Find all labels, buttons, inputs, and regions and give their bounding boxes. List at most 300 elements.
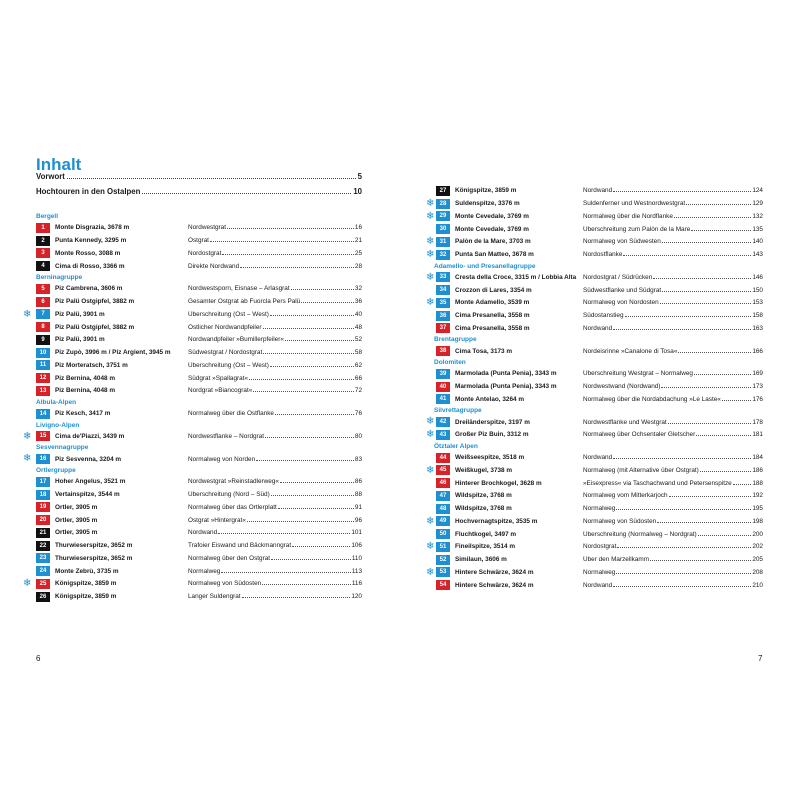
route-with-page xyxy=(583,370,763,377)
tour-number-badge: 20 xyxy=(36,515,50,525)
toc-entry[interactable] xyxy=(427,310,763,322)
route-description: Normalweg über den Ostgrat xyxy=(188,554,271,562)
route-description: Südwestflanke und Südgrat xyxy=(583,286,662,294)
route-description: Normalweg über die Nordabdachung »Le Laste« xyxy=(583,395,721,403)
toc-entry[interactable] xyxy=(36,347,362,359)
dot-leader xyxy=(698,534,752,536)
main-entry-page: 10 xyxy=(353,187,362,196)
tour-summit: Piz Bernina, 4048 m xyxy=(55,387,116,395)
dot-leader xyxy=(625,315,752,317)
tour-summit: Monte Antelao, 3264 m xyxy=(455,395,525,403)
dot-leader xyxy=(67,177,356,179)
tour-number-badge: 44 xyxy=(436,453,450,463)
route-with-page xyxy=(188,410,362,417)
dot-leader xyxy=(691,229,751,231)
tour-number-badge: 19 xyxy=(36,502,50,512)
snowflake-icon: ❄ xyxy=(23,430,32,442)
route-description: Ostgrat xyxy=(188,237,209,244)
route-with-page xyxy=(583,492,763,499)
toc-entry[interactable] xyxy=(427,490,763,502)
page-number: 21 xyxy=(354,237,362,244)
toc-entry[interactable] xyxy=(427,211,763,223)
page-number: 58 xyxy=(354,349,362,356)
dot-leader xyxy=(210,240,354,242)
route-with-page xyxy=(583,274,763,281)
snowflake-icon: ❄ xyxy=(426,210,435,222)
route-description: Nordwestgrat »Reinstadlerweg« xyxy=(188,478,279,486)
tour-summit: Wildspitze, 3768 m xyxy=(455,492,512,500)
page-number: 176 xyxy=(752,395,763,403)
toc-entry[interactable] xyxy=(36,408,362,420)
toc-entry[interactable] xyxy=(427,554,763,566)
snowflake-icon: ❄ xyxy=(426,429,435,440)
route-with-page xyxy=(188,580,362,587)
tour-summit: Cima de'Piazzi, 3439 m xyxy=(55,432,125,440)
route-description: Gesamter Ostgrat ab Fuorcla Pers Palü xyxy=(188,298,301,305)
route-with-page xyxy=(188,542,362,549)
dot-leader xyxy=(733,483,752,485)
page-number: 173 xyxy=(752,383,763,390)
route-with-page xyxy=(188,349,362,356)
tour-number-badge: 39 xyxy=(436,369,450,379)
route-description: Normalweg über die Nordflanke xyxy=(583,212,673,220)
tour-summit: Großer Piz Buin, 3312 m xyxy=(455,431,529,439)
page-number: 76 xyxy=(354,410,362,417)
dot-leader xyxy=(218,532,350,534)
toc-entry[interactable] xyxy=(427,452,763,464)
dot-leader xyxy=(142,192,351,194)
snowflake-icon: ❄ xyxy=(426,248,435,260)
route-with-page xyxy=(188,504,362,511)
tour-summit: Hoher Angelus, 3521 m xyxy=(55,478,126,486)
route-with-page xyxy=(188,491,362,498)
toc-entry[interactable] xyxy=(36,514,362,526)
toc-entry[interactable] xyxy=(427,368,763,380)
route-with-page xyxy=(583,431,763,438)
dot-leader xyxy=(222,253,354,255)
tour-summit: Fineilspitze, 3514 m xyxy=(455,543,516,551)
group-heading: Albula-Alpen xyxy=(36,398,77,406)
dot-leader xyxy=(696,434,751,436)
route-with-page xyxy=(188,593,362,600)
route-description: Nordwand xyxy=(583,454,613,461)
snowflake-icon: ❄ xyxy=(23,308,32,320)
page-number: 120 xyxy=(351,593,362,600)
tour-number-badge: 1 xyxy=(36,223,50,233)
toc-entry[interactable] xyxy=(36,489,362,501)
route-with-page xyxy=(188,387,362,394)
tour-number-badge: 41 xyxy=(436,394,450,404)
snowflake-icon: ❄ xyxy=(426,197,435,209)
tour-number-badge: 9 xyxy=(36,335,50,345)
route-with-page xyxy=(188,285,362,292)
tour-number-badge: 51 xyxy=(436,542,450,552)
tour-summit: Piz Morteratsch, 3751 m xyxy=(55,361,128,369)
page-number: 135 xyxy=(752,225,763,233)
route-description: Nordwand xyxy=(583,581,613,589)
page-number: 96 xyxy=(354,516,362,524)
toc-entry[interactable] xyxy=(427,541,763,553)
toc-entry[interactable] xyxy=(36,502,362,514)
tour-number-badge: 17 xyxy=(36,477,50,487)
route-with-page xyxy=(583,325,763,332)
route-with-page xyxy=(188,336,362,343)
route-with-page xyxy=(188,517,362,524)
dot-leader xyxy=(301,301,354,303)
toc-entry[interactable] xyxy=(427,249,763,261)
tour-summit: Ortler, 3905 m xyxy=(55,503,98,511)
dot-leader xyxy=(674,216,751,218)
toc-entry[interactable] xyxy=(427,272,763,284)
toc-entry[interactable] xyxy=(36,260,362,272)
page-number: 150 xyxy=(752,286,763,294)
toc-entry[interactable] xyxy=(36,222,362,234)
page-number-folio: 6 xyxy=(36,654,41,663)
tour-summit: Piz Cambrena, 3606 m xyxy=(55,285,123,293)
group-heading: Silvrettagruppe xyxy=(434,407,482,415)
snowflake-icon: ❄ xyxy=(426,566,435,578)
route-description: Nordwestwand (Nordwand) xyxy=(583,383,661,390)
tour-summit: Piz Palü, 3901 m xyxy=(55,336,105,344)
page-number: 83 xyxy=(354,455,362,463)
route-with-page xyxy=(188,237,362,244)
toc-entry[interactable] xyxy=(427,198,763,210)
page-number: 36 xyxy=(354,298,362,305)
route-description: Überschreitung (Ost – West) xyxy=(188,361,269,369)
toc-entry[interactable] xyxy=(427,528,763,540)
tour-number-badge: 16 xyxy=(36,454,50,464)
toc-entry[interactable] xyxy=(427,236,763,248)
main-entry-title: Hochtouren in den Ostalpen xyxy=(36,187,141,196)
route-description: Nordwandpfeiler »Bumillerpfeiler« xyxy=(188,336,284,344)
route-description: Suldenferner und Westnordwestgrat xyxy=(583,200,686,207)
route-with-page xyxy=(583,251,763,258)
page-number: 88 xyxy=(354,491,362,498)
route-description: Nordwestflanke – Nordgrat xyxy=(188,432,265,440)
toc-entry[interactable] xyxy=(427,323,763,335)
page-number: 202 xyxy=(752,543,763,551)
page-number: 163 xyxy=(752,324,763,332)
tour-summit: Königspitze, 3859 m xyxy=(55,580,117,588)
page-number: 186 xyxy=(752,466,763,474)
route-with-page xyxy=(188,568,362,575)
tour-summit: Similaun, 3606 m xyxy=(455,556,507,563)
page-number-folio: 7 xyxy=(758,654,763,663)
toc-entry[interactable] xyxy=(427,223,763,235)
tour-number-badge: 5 xyxy=(36,284,50,294)
page-number: 40 xyxy=(354,310,362,318)
tour-number-badge: 46 xyxy=(436,478,450,488)
route-description: »Eisexpress« via Taschachwand und Petersenspitze xyxy=(583,479,732,487)
dot-leader xyxy=(653,277,751,279)
group-heading: Brentagruppe xyxy=(434,336,477,344)
main-toc-entry[interactable] xyxy=(36,183,362,196)
page-number: 16 xyxy=(354,224,362,232)
tour-number-badge: 33 xyxy=(436,272,450,282)
toc-entry[interactable] xyxy=(427,297,763,309)
route-description: Überschreitung (Normalweg – Nordgrat) xyxy=(583,530,697,538)
page-number: 140 xyxy=(752,238,763,246)
toc-entry[interactable] xyxy=(427,465,763,477)
dot-leader xyxy=(616,572,751,574)
toc-entry[interactable] xyxy=(36,540,362,552)
route-with-page xyxy=(583,531,763,538)
toc-entry[interactable] xyxy=(36,296,362,308)
toc-entry[interactable] xyxy=(427,477,763,489)
tour-number-badge: 49 xyxy=(436,516,450,526)
toc-entry[interactable] xyxy=(23,430,362,443)
route-with-page xyxy=(188,555,362,562)
route-with-page xyxy=(188,224,362,231)
route-description: Normalweg über die Ostflanke xyxy=(188,410,274,417)
route-description: Direkte Nordwand xyxy=(188,262,240,270)
tour-summit: Monte Zebrù, 3735 m xyxy=(55,567,119,575)
toc-entry[interactable] xyxy=(427,516,763,528)
tour-number-badge: 28 xyxy=(436,199,450,209)
toc-entry[interactable] xyxy=(36,360,362,372)
route-with-page xyxy=(583,505,763,512)
route-description: Normalweg xyxy=(583,568,616,576)
route-with-page xyxy=(583,569,763,576)
tour-number-badge: 25 xyxy=(36,579,50,589)
toc-entry[interactable] xyxy=(427,579,763,591)
tour-summit: Thurwieserspitze, 3652 m xyxy=(55,542,133,549)
route-description: Nordgrat »Biancograt« xyxy=(188,387,253,395)
route-description: Überschreitung (Ost – West) xyxy=(188,310,269,318)
page-number: 169 xyxy=(752,370,763,378)
tour-summit: Ortler, 3905 m xyxy=(55,516,98,524)
tour-summit: Monte Rosso, 3088 m xyxy=(55,249,121,257)
page-number: 91 xyxy=(354,503,362,511)
tour-number-badge: 27 xyxy=(436,186,450,196)
route-description: Ostgrat »Hintergrat« xyxy=(188,516,246,524)
toc-entry[interactable] xyxy=(23,308,362,321)
tour-number-badge: 7 xyxy=(36,309,50,319)
snowflake-icon: ❄ xyxy=(23,453,32,465)
tour-summit: Piz Sesvenna, 3204 m xyxy=(55,455,122,463)
toc-entry[interactable] xyxy=(36,334,362,346)
right-page xyxy=(400,0,800,800)
route-description: Überschreitung (Nord – Süd) xyxy=(188,491,270,498)
tour-summit: Monte Disgrazia, 3678 m xyxy=(55,224,130,232)
page-number: 106 xyxy=(351,542,362,549)
toc-entry[interactable] xyxy=(36,321,362,333)
route-with-page xyxy=(583,200,763,207)
route-with-page xyxy=(188,298,362,305)
tour-number-badge: 10 xyxy=(36,348,50,358)
route-with-page xyxy=(583,312,763,319)
tour-summit: Wildspitze, 3768 m xyxy=(455,505,512,512)
toc-entry[interactable] xyxy=(36,527,362,539)
page-number: 66 xyxy=(354,374,362,382)
tour-summit: Piz Kesch, 3417 m xyxy=(55,410,111,417)
tour-summit: Hintere Schwärze, 3624 m xyxy=(455,581,534,589)
page-number: 153 xyxy=(752,299,763,307)
page-number: 48 xyxy=(354,323,362,331)
tour-number-badge: 40 xyxy=(436,382,450,392)
dot-leader xyxy=(253,390,354,392)
route-with-page xyxy=(583,396,763,403)
page-number: 184 xyxy=(752,454,763,461)
page-number: 181 xyxy=(752,431,763,439)
route-description: Überschreitung zum Palòn de la Mare xyxy=(583,225,691,233)
toc-entry[interactable] xyxy=(36,565,362,577)
route-with-page xyxy=(583,348,763,355)
route-description: Normalweg xyxy=(583,505,616,512)
tour-summit: Ortler, 3905 m xyxy=(55,529,98,537)
dot-leader xyxy=(271,558,351,560)
page-number: 146 xyxy=(752,273,763,281)
page-number: 124 xyxy=(752,187,763,195)
route-description: Nordwestgrat xyxy=(188,224,227,232)
tour-number-badge: 31 xyxy=(436,237,450,247)
group-heading: Livigno-Alpen xyxy=(36,421,80,429)
tour-summit: Marmolada (Punta Penia), 3343 m xyxy=(455,383,557,390)
tour-summit: Königspitze, 3859 m xyxy=(55,593,117,600)
page-number: 80 xyxy=(354,432,362,440)
dot-leader xyxy=(678,351,751,353)
group-heading: Bergell xyxy=(36,213,59,220)
route-with-page xyxy=(188,324,362,331)
dot-leader xyxy=(271,494,354,496)
dot-leader xyxy=(623,254,751,256)
tour-summit: Cresta della Croce, 3315 m / Lobbia Alta xyxy=(455,273,577,281)
page-number: 32 xyxy=(354,285,362,293)
toc-entry[interactable] xyxy=(427,284,763,296)
tour-number-badge: 6 xyxy=(36,297,50,307)
toc-entry[interactable] xyxy=(427,381,763,393)
dot-leader xyxy=(613,328,751,330)
tour-number-badge: 18 xyxy=(36,490,50,500)
tour-summit: Weißkugel, 3738 m xyxy=(455,466,513,474)
tour-summit: Hinterer Brochkogel, 3628 m xyxy=(455,479,542,487)
tour-number-badge: 12 xyxy=(36,373,50,383)
tour-number-badge: 47 xyxy=(436,491,450,501)
dot-leader xyxy=(613,585,751,587)
route-description: Nordostgrat / Südrücken xyxy=(583,273,653,281)
tour-number-badge: 32 xyxy=(436,250,450,260)
dot-leader xyxy=(291,288,354,290)
tour-number-badge: 15 xyxy=(36,431,50,441)
toc-entry[interactable] xyxy=(36,283,362,295)
tour-number-badge: 14 xyxy=(36,409,50,419)
toc-entry[interactable] xyxy=(36,553,362,565)
page-number: 52 xyxy=(354,336,362,344)
toc-entry[interactable] xyxy=(427,503,763,515)
tour-number-badge: 11 xyxy=(36,360,50,370)
tour-number-badge: 53 xyxy=(436,567,450,577)
tour-summit: Piz Zupò, 3996 m / Piz Argient, 3945 m xyxy=(55,349,171,356)
dot-leader xyxy=(686,203,751,205)
dot-leader xyxy=(265,436,354,438)
tour-number-badge: 3 xyxy=(36,248,50,258)
page-number: 195 xyxy=(752,505,763,512)
route-description: Südostanstieg xyxy=(583,312,624,319)
route-with-page xyxy=(188,478,362,485)
dot-leader xyxy=(278,507,354,509)
route-description: Normalweg von Nordosten xyxy=(583,299,659,307)
tour-summit: Piz Palü Ostgipfel, 3882 m xyxy=(55,298,135,305)
tour-summit: Crozzon di Lares, 3354 m xyxy=(455,286,532,294)
contents-title: Inhalt xyxy=(36,155,82,174)
tour-number-badge: 35 xyxy=(436,298,450,308)
dot-leader xyxy=(613,457,751,459)
dot-leader xyxy=(263,352,354,354)
group-heading: Berninagruppe xyxy=(36,274,83,281)
route-with-page xyxy=(188,433,362,440)
toc-entry[interactable] xyxy=(36,248,362,260)
tour-summit: Vertainspitze, 3544 m xyxy=(55,491,120,498)
page-number: 210 xyxy=(752,581,763,589)
page-number: 101 xyxy=(351,529,362,537)
toc-entry[interactable] xyxy=(427,185,763,197)
tour-summit: Weißseespitze, 3518 m xyxy=(455,454,525,461)
tour-summit: Piz Bernina, 4048 m xyxy=(55,374,116,382)
route-with-page xyxy=(583,187,763,194)
route-description: Nordostgrat xyxy=(188,249,222,257)
dot-leader xyxy=(249,378,354,380)
toc-entry[interactable] xyxy=(23,453,362,465)
toc-entry[interactable] xyxy=(36,372,362,384)
route-with-page xyxy=(583,582,763,589)
toc-entry[interactable] xyxy=(427,567,763,579)
tour-number-badge: 24 xyxy=(36,566,50,576)
route-description: Nordwand xyxy=(188,529,218,537)
tour-number-badge: 43 xyxy=(436,430,450,440)
tour-number-badge: 37 xyxy=(436,323,450,333)
tour-summit: Suldenspitze, 3376 m xyxy=(455,200,520,207)
toc-entry[interactable] xyxy=(427,345,763,357)
tour-number-badge: 8 xyxy=(36,322,50,332)
dot-leader xyxy=(657,521,751,523)
main-toc-entry[interactable] xyxy=(36,168,362,181)
toc-entry[interactable] xyxy=(36,385,362,397)
snowflake-icon: ❄ xyxy=(426,541,435,552)
route-with-page xyxy=(188,375,362,382)
page-number: 25 xyxy=(354,249,362,257)
dot-leader xyxy=(668,422,752,424)
toc-entry[interactable] xyxy=(23,578,362,590)
dot-leader xyxy=(613,190,751,192)
route-description: Über den Marzellkamm xyxy=(583,556,650,563)
route-description: Normalweg über Ochsentaler Gletscher xyxy=(583,431,696,439)
snowflake-icon: ❄ xyxy=(426,464,435,476)
tour-summit: Cima di Rosso, 3366 m xyxy=(55,262,125,270)
dot-leader xyxy=(292,545,350,547)
page-number: 192 xyxy=(752,492,763,500)
page-number: 166 xyxy=(752,347,763,355)
toc-entry[interactable] xyxy=(427,416,763,428)
tour-number-badge: 22 xyxy=(36,541,50,551)
tour-number-badge: 48 xyxy=(436,504,450,514)
tour-summit: Piz Palü, 3901 m xyxy=(55,310,105,318)
dot-leader xyxy=(662,241,752,243)
toc-entry[interactable] xyxy=(427,429,763,441)
tour-number-badge: 42 xyxy=(436,417,450,427)
toc-entry[interactable] xyxy=(36,476,362,488)
toc-entry[interactable] xyxy=(36,591,362,603)
dot-leader xyxy=(660,302,752,304)
toc-entry[interactable] xyxy=(427,394,763,406)
route-description: Südgrat »Spallagrat« xyxy=(188,374,249,382)
snowflake-icon: ❄ xyxy=(23,578,32,589)
snowflake-icon: ❄ xyxy=(426,515,435,527)
route-description: Nordeisrinne »Canalone di Tosa« xyxy=(583,347,678,355)
page-number: 113 xyxy=(351,567,362,575)
tour-summit: Punta Kennedy, 3295 m xyxy=(55,237,127,244)
route-description: Normalweg von Südosten xyxy=(188,580,262,588)
toc-entry[interactable] xyxy=(36,235,362,247)
